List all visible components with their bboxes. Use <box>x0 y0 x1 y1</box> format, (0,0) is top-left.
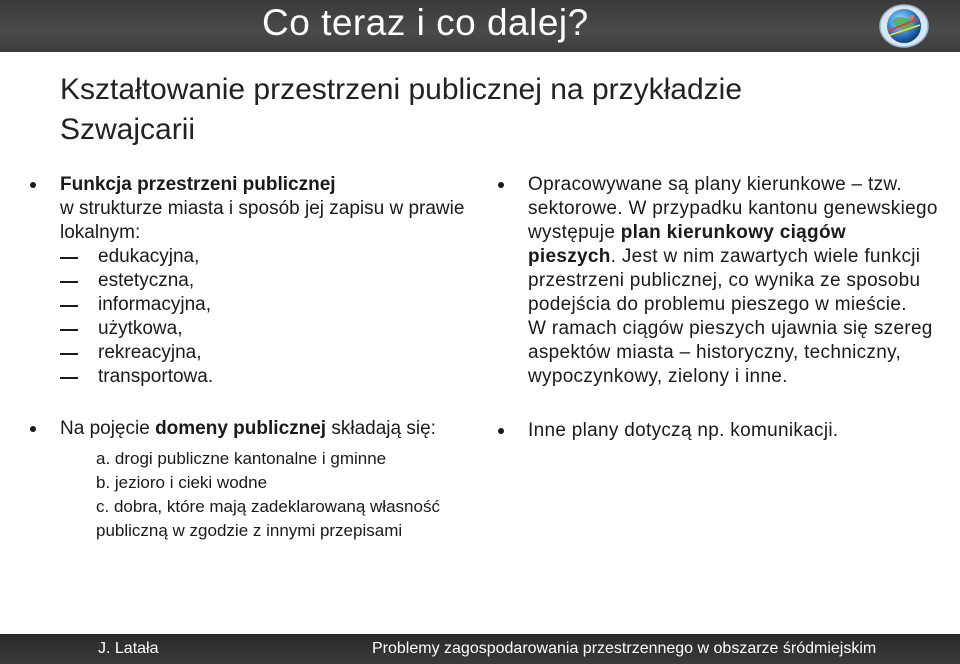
slide-subtitle: Kształtowanie przestrzeni publicznej na przykładzie Szwajcarii <box>60 73 743 146</box>
left-column <box>30 173 470 543</box>
bullet-icon <box>498 428 504 434</box>
domain-item: c. dobra, które mają zadeklarowaną własność publiczną w zgodzie z innymi przepisami <box>96 497 440 540</box>
function-item: transportowa. <box>30 365 470 389</box>
bullet-public-space-function <box>30 173 470 245</box>
dash-icon <box>60 281 78 283</box>
slide-title: Co teraz i co dalej? <box>262 2 589 43</box>
domain-item: a. drogi publiczne kantonalne i gminne <box>96 449 387 468</box>
bold-text: domeny publicznej <box>155 418 327 439</box>
domain-item: b. jezioro i cieki wodne <box>96 473 268 492</box>
function-item: estetyczna, <box>30 269 470 293</box>
function-item: użytkowa, <box>30 317 470 341</box>
bold-text: plan kierunkowy ciągów pieszych <box>528 222 846 267</box>
bullet-icon <box>498 182 504 188</box>
footer-author: J. Latała <box>98 640 159 657</box>
dash-icon <box>60 353 78 355</box>
function-item: edukacyjna, <box>30 245 470 269</box>
function-item: informacyjna, <box>30 293 470 317</box>
title-bar <box>0 0 960 52</box>
dash-icon <box>60 257 78 259</box>
bullet-public-domain: Na pojęcie domeny publicznej składają się: <box>30 417 470 441</box>
footer-bar <box>0 634 960 664</box>
bold-text: Funkcja przestrzeni publicznej <box>60 174 336 195</box>
bullet-text: w strukturze miasta i sposób jej zapisu w prawie lokalnym: <box>60 198 465 243</box>
globe-logo-icon <box>878 3 930 49</box>
bullet-icon <box>30 182 36 188</box>
bullet-sector-plans: Opracowywane są plany kierunkowe – tzw. sektorowe. W przypadku kantonu genewskiego występuje plan kierunkowy ciągów pieszych. Jest w nim zawartych wiele funkcji przestrzeni publicznej, co wynika ze sposobu podejścia do problemu pieszego w mieście. W ramach ciągów pieszych ujawnia się szereg aspektów miasta – historyczny, techniczny, wypoczynkowy, zielony i inne. <box>498 173 938 389</box>
dash-icon <box>60 329 78 331</box>
footer-course-title: Problemy zagospodarowania przestrzennego w obszarze śródmiejskim <box>372 640 877 657</box>
dash-icon <box>60 305 78 307</box>
function-item: rekreacyjna, <box>30 341 470 365</box>
bullet-other-plans: Inne plany dotyczą np. komunikacji. <box>498 419 938 443</box>
right-column <box>498 173 938 443</box>
dash-icon <box>60 377 78 379</box>
bullet-icon <box>30 426 36 432</box>
